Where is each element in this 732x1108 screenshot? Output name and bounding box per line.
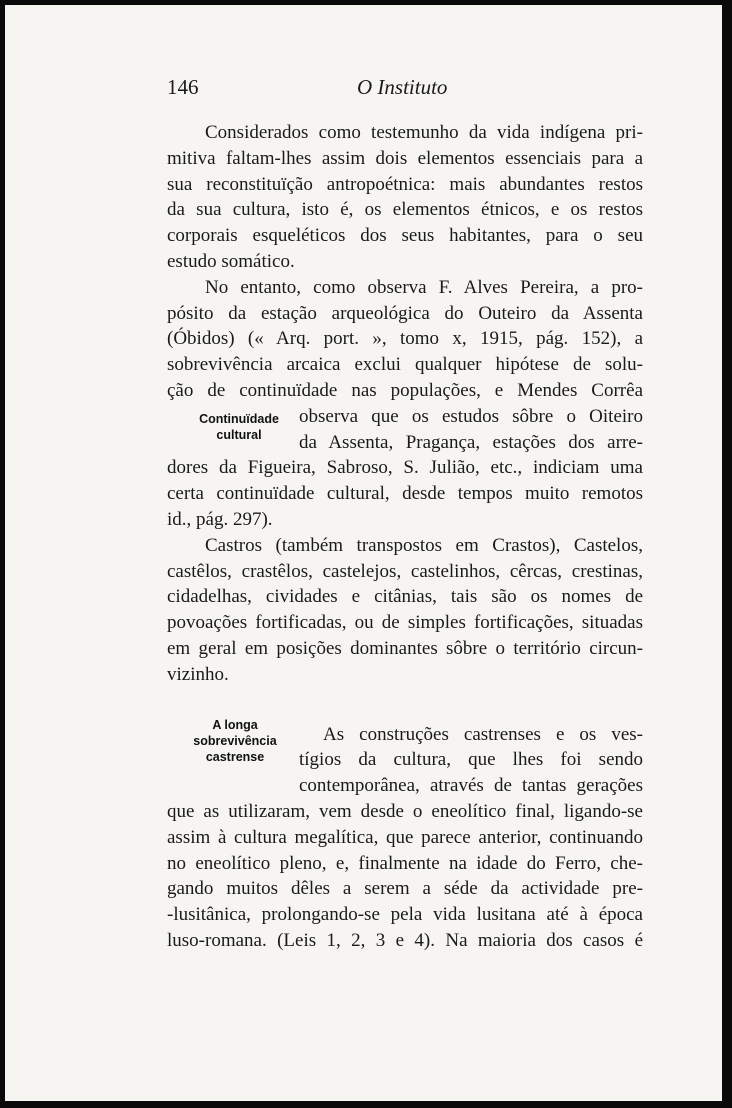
text-line: mitiva faltam-lhes assim dois elementos essenciais para a — [167, 147, 643, 169]
text-line: luso-romana. (Leis 1, 2, 3 e 4). Na maioria dos casos é — [167, 929, 643, 951]
text-line: corporais esqueléticos dos seus habitantes, para o seu — [167, 225, 643, 247]
text-line: da Assenta, Pragança, estações dos arre- — [299, 431, 643, 453]
text-line: As construções castrenses e os ves- — [323, 723, 643, 745]
paragraph-1 — [167, 120, 643, 275]
text-line: gando muitos dêles a serem a séde da actividade pre- — [167, 878, 643, 900]
text-line: que as utilizaram, vem desde o eneolítico final, ligando-se — [167, 800, 643, 822]
text-line: da sua cultura, isto é, os elementos étnicos, e os restos — [167, 199, 643, 221]
paragraph-3 — [167, 533, 643, 688]
text-line: observa que os estudos sôbre o Oiteiro — [299, 405, 643, 427]
text-line: certa continuïdade cultural, desde tempos muito remotos — [167, 483, 643, 505]
text-line: tígios da cultura, que lhes foi sendo — [299, 749, 643, 771]
text-line: dores da Figueira, Sabroso, S. Julião, etc., indiciam uma — [167, 457, 643, 479]
paragraph-4 — [167, 722, 643, 954]
body-text — [167, 120, 643, 954]
text-line: povoações fortificadas, ou de simples fortificações, situadas — [167, 612, 643, 634]
text-line: sua reconstituïção antropoétnica: mais abundantes restos — [167, 173, 643, 195]
text-line: castêlos, crastêlos, castelejos, castelinhos, cêrcas, crestinas, — [167, 560, 643, 582]
margin-note-line: Continuïdade — [199, 412, 279, 426]
text-line: ção de continuïdade nas populações, e Mendes Corrêa — [167, 379, 643, 401]
running-header — [167, 75, 635, 105]
text-line: pósito da estação arqueológica do Outeiro da Assenta — [167, 302, 643, 324]
text-line: No entanto, como observa F. Alves Pereira, a pro- — [205, 276, 643, 298]
margin-note-line: cultural — [216, 428, 262, 442]
running-title: O Instituto — [357, 75, 448, 99]
text-line: sobrevivência arcaica exclui qualquer hipótese de solu- — [167, 354, 643, 376]
text-line: estudo somático. — [167, 250, 295, 272]
page — [5, 5, 722, 1101]
text-line: -lusitânica, prolongando-se pela vida lusitana até à época — [167, 904, 643, 926]
text-line: cidadelhas, cividades e citânias, tais são os nomes de — [167, 586, 643, 608]
paragraph-2 — [167, 275, 643, 533]
text-line: (Óbidos) (« Arq. port. », tomo x, 1915, pág. 152), a — [167, 328, 643, 350]
text-line: Considerados como testemunho da vida indígena pri- — [205, 122, 643, 143]
text-line: no eneolítico pleno, e, finalmente na idade do Ferro, che- — [167, 852, 643, 874]
page-number: 146 — [167, 75, 199, 99]
text-line: contemporânea, através de tantas gerações — [299, 775, 643, 797]
margin-note-line: A longa — [212, 718, 258, 732]
text-line: id., pág. 297). — [167, 508, 273, 530]
text-line: Castros (também transpostos em Crastos), Castelos, — [205, 534, 643, 556]
text-line: vizinho. — [167, 663, 229, 685]
text-line: em geral em posições dominantes sôbre o território circun- — [167, 637, 643, 659]
text-line: assim à cultura megalítica, que parece anterior, continuando — [167, 826, 643, 848]
margin-note-line: castrense — [205, 750, 265, 764]
paragraph-gap — [167, 688, 643, 722]
margin-note-line: sobrevivência — [193, 734, 277, 748]
